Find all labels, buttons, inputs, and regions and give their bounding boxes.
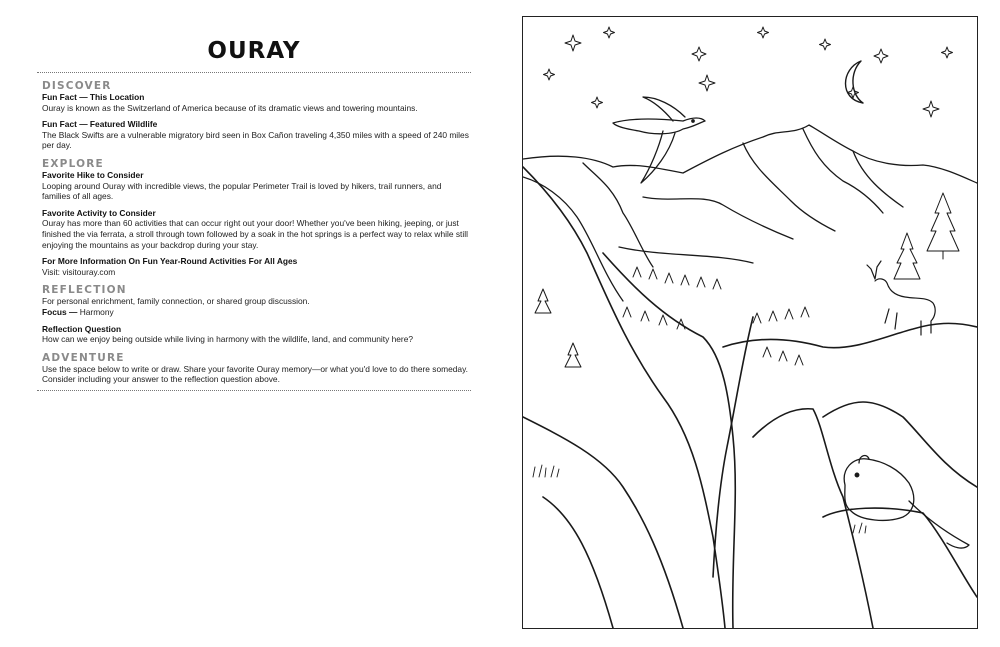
top-divider	[37, 72, 471, 73]
adventure-text: Use the space below to write or draw. Share your favorite Ouray memory—or what you'd love to do there someday. Consider including your answer to the reflection question above.	[42, 363, 468, 385]
more-info-link[interactable]: Visit: visitouray.com	[42, 266, 116, 277]
activity-label: Favorite Activity to Consider	[42, 207, 156, 218]
info-content	[37, 80, 471, 385]
black-swift-bird	[613, 97, 705, 183]
info-panel	[37, 28, 471, 391]
bottom-divider	[37, 390, 471, 391]
page-title: OURAY	[207, 38, 301, 64]
coloring-illustration[interactable]	[522, 16, 978, 629]
reflection-question-label: Reflection Question	[42, 323, 122, 334]
mountain-range	[523, 125, 977, 301]
reflection-intro: For personal enrichment, family connection, or shared group discussion.	[42, 296, 310, 307]
fun-fact-location-label: Fun Fact — This Location	[42, 92, 145, 102]
night-sky-stars-icon	[544, 27, 953, 117]
reflection-heading: REFLECTION	[42, 284, 127, 297]
deer	[867, 261, 935, 335]
crescent-moon-icon	[846, 61, 864, 103]
fun-fact-wildlife-label: Fun Fact — Featured Wildlife	[42, 119, 158, 130]
focus-value: Harmony	[79, 306, 114, 317]
explore-heading: EXPLORE	[42, 157, 104, 170]
more-info-label: For More Information On Fun Year-Round Activities For All Ages	[42, 256, 298, 267]
focus-label: Focus —	[42, 306, 78, 317]
canyon-cliffs	[523, 167, 977, 628]
fun-fact-wildlife-text: The Black Swifts are a vulnerable migratory bird seen in Box Cañon traveling 4,350 miles with a speed of 240 miles per day.	[42, 129, 469, 151]
activity-text: Ouray has more than 60 activities that can occur right out your door! Whether you've been hiking, jeeping, or just finished the via ferrata, a stroll through town followed by a soak in the hot springs is a perfect way to relax while still enjoying the mountains as your backdrop during your stay.	[42, 218, 468, 250]
landscape-drawing	[523, 17, 977, 628]
adventure-heading: ADVENTURE	[42, 351, 125, 364]
hike-label: Favorite Hike to Consider	[42, 169, 144, 180]
fun-fact-location-text: Ouray is known as the Switzerland of America because of its dramatic views and towering mountains.	[42, 102, 418, 113]
reflection-question-text: How can we enjoy being outside while living in harmony with the wildlife, land, and community here?	[42, 334, 414, 345]
focus-line	[42, 307, 471, 318]
pika	[844, 456, 969, 549]
discover-heading: DISCOVER	[42, 80, 112, 92]
hike-text: Looping around Ouray with incredible views, the popular Perimeter Trail is loved by hikers, trail runners, and families of all ages.	[42, 180, 442, 202]
